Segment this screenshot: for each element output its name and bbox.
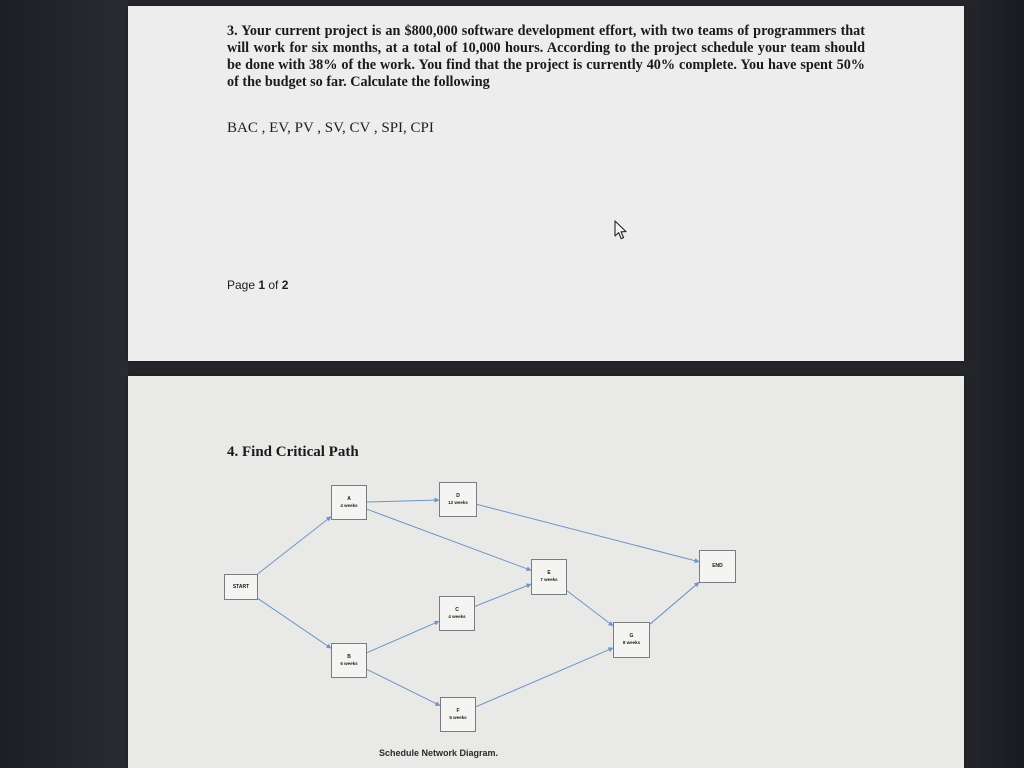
node-b-label: B [347, 653, 351, 660]
page-indicator [227, 278, 288, 292]
edge-a-d [367, 500, 439, 502]
node-c-label: C [455, 606, 459, 613]
node-d-label: D [456, 492, 460, 499]
edge-b-f [367, 669, 440, 705]
node-e-label: E [547, 570, 551, 577]
node-start-label: START [232, 583, 250, 590]
edge-start-a [258, 517, 331, 574]
edge-f-g [476, 648, 613, 707]
page-indicator-total: 2 [281, 278, 289, 292]
document-page-1 [128, 6, 964, 361]
node-d-duration: 12 weeks [448, 499, 468, 505]
node-c-duration: 4 weeks [448, 613, 466, 619]
node-e [531, 559, 567, 595]
mouse-pointer-icon [614, 220, 628, 240]
diagram-caption: Schedule Network Diagram. [379, 748, 499, 758]
question-4-heading: 4. Find Critical Path [227, 444, 359, 460]
node-d [439, 482, 477, 517]
node-a-duration: 4 weeks [340, 502, 358, 508]
node-end-label: END [712, 563, 723, 569]
node-g-label: G [629, 633, 634, 640]
node-end [699, 550, 736, 583]
node-e-duration: 7 weeks [540, 577, 558, 583]
node-f [440, 697, 476, 732]
node-a [331, 485, 367, 520]
page-indicator-prefix: Page [227, 278, 259, 292]
edge-e-g [567, 591, 613, 626]
node-f-label: F [456, 707, 460, 714]
node-g-duration: 8 weeks [622, 640, 641, 646]
node-b [331, 643, 367, 678]
node-a-label: A [347, 495, 351, 502]
node-c [439, 596, 475, 631]
node-start [224, 574, 258, 600]
edge-c-e [475, 584, 531, 606]
document-page-2 [128, 376, 964, 768]
edge-a-e [367, 509, 531, 570]
question-3-text: 3. Your current project is an $800,000 software development effort, with two teams of programmers that will work for six months, at a total of 10,000 hours. According to the project schedule your team should be done with 38% of the work. You find that the project is currently 40% complete. You have spent 50% of the budget so far. Calculate the following [227, 23, 865, 90]
desk-background-left [0, 0, 128, 768]
edge-start-b [258, 599, 331, 649]
desk-background-right [960, 0, 1024, 768]
node-g [613, 622, 650, 658]
node-f-duration: 5 weeks [449, 714, 467, 720]
page-indicator-of: of [265, 278, 282, 292]
edge-b-c [367, 621, 439, 652]
page-indicator-current: 1 [258, 278, 266, 292]
edge-d-end [477, 504, 699, 561]
node-b-duration: 6 weeks [340, 660, 358, 666]
metrics-list: BAC , EV, PV , SV, CV , SPI, CPI [227, 120, 434, 136]
edge-g-end [650, 582, 699, 624]
